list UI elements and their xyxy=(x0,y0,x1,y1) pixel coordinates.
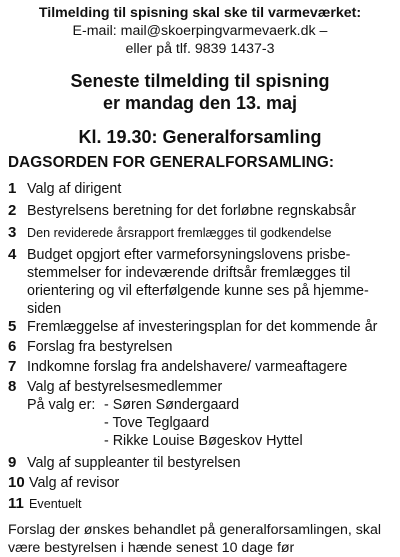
agenda-item-8 xyxy=(8,378,400,396)
registration-email: E-mail: mail@skoerpingvarmevaerk.dk – xyxy=(72,23,328,39)
candidate: - Rikke Louise Bøgeskov Hyttel xyxy=(104,433,303,449)
agenda-text: Bestyrelsens beretning for det forløbne regnskabsår xyxy=(27,203,357,219)
agenda-text: Valg af dirigent xyxy=(27,181,122,197)
agenda-number: 6 xyxy=(8,338,17,355)
agenda-item-2 xyxy=(8,202,400,220)
agenda-text: Den reviderede årsrapport fremlægges til godkendelse xyxy=(27,226,332,240)
agenda-number: 8 xyxy=(8,378,17,395)
deadline-line-1: Seneste tilmelding til spisning xyxy=(70,71,330,91)
agenda-item-6 xyxy=(8,338,400,356)
agenda-text: Fremlæggelse af investeringsplan for det kommende år xyxy=(27,319,378,335)
agenda-item-11 xyxy=(8,495,400,513)
agenda-item-4 xyxy=(8,246,400,264)
agenda-item-7 xyxy=(8,358,400,376)
agenda-number: 10 xyxy=(8,474,25,491)
agenda-text: Indkomne forslag fra andelshavere/ varmeaftagere xyxy=(27,359,348,375)
agenda-number: 7 xyxy=(8,358,17,375)
candidate: - Tove Teglgaard xyxy=(104,415,210,431)
agenda-number: 3 xyxy=(8,224,17,241)
agenda-text-continued: siden xyxy=(27,301,62,317)
agenda-text-continued: stemmelser for indeværende driftsår fremlægges til xyxy=(27,265,351,281)
agenda-text-continued: orientering og vil efterfølgende kunne ses på hjemme- xyxy=(27,283,369,299)
agenda-number: 11 xyxy=(8,495,24,512)
agenda-item-1 xyxy=(8,180,400,198)
agenda-item-5 xyxy=(8,318,400,336)
registration-heading: Tilmelding til spisning skal ske til varmeværket: xyxy=(38,5,362,21)
agenda-text: Forslag fra bestyrelsen xyxy=(27,339,173,355)
agenda-number: 4 xyxy=(8,246,17,263)
registration-phone: eller på tlf. 9839 1437-3 xyxy=(125,41,275,57)
agenda-item-9 xyxy=(8,454,400,472)
election-label: På valg er: xyxy=(27,397,96,413)
agenda-text: Eventuelt xyxy=(29,497,82,511)
meeting-title: Kl. 19.30: Generalforsamling xyxy=(78,127,322,147)
agenda-number: 2 xyxy=(8,202,17,219)
agenda-number: 1 xyxy=(8,180,17,197)
candidate: - Søren Søndergaard xyxy=(104,397,240,413)
agenda-text: Budget opgjort efter varmeforsyningslovens prisbe- xyxy=(27,247,351,263)
agenda-item-10 xyxy=(8,474,400,492)
agenda-text: Valg af bestyrelsesmedlemmer xyxy=(27,379,223,395)
agenda-item-3 xyxy=(8,224,400,242)
agenda-number: 5 xyxy=(8,318,17,335)
agenda-text: Valg af suppleanter til bestyrelsen xyxy=(27,455,241,471)
agenda-title: DAGSORDEN FOR GENERALFORSAMLING: xyxy=(8,154,335,171)
agenda-number: 9 xyxy=(8,454,17,471)
footer-line-2: være bestyrelsen i hænde senest 10 dage før xyxy=(8,540,295,556)
agenda-text: Valg af revisor xyxy=(29,475,120,491)
deadline-line-2: er mandag den 13. maj xyxy=(102,93,298,113)
footer-line-1: Forslag der ønskes behandlet på generalforsamlingen, skal xyxy=(8,522,382,538)
